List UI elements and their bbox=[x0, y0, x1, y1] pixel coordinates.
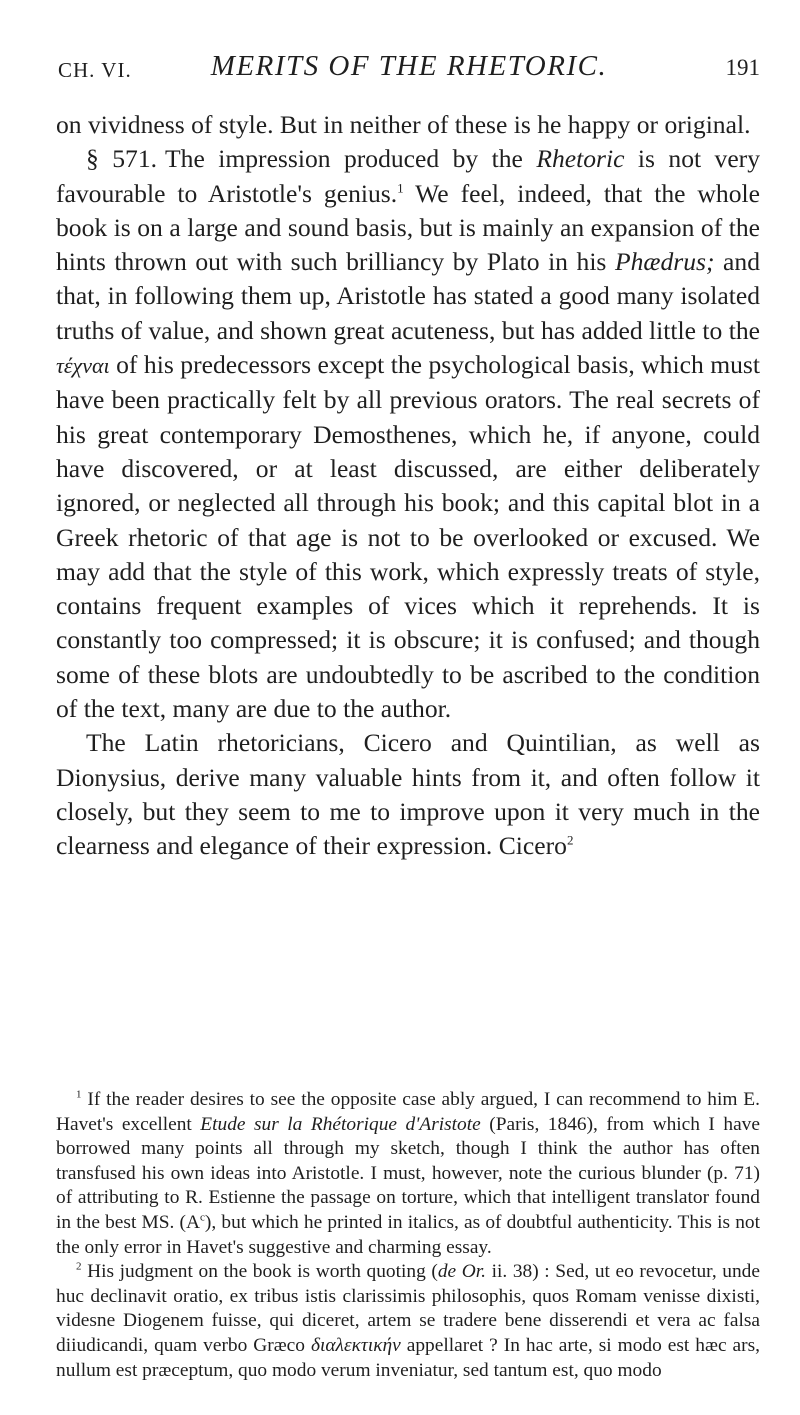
footnote-ref-1: 1 bbox=[397, 180, 404, 196]
footnote-1 bbox=[56, 1088, 760, 1260]
text-run: of his predecessors except the psychological basis, which must have been practically felt by all previous orators. The real secrets of his great contemporary Demosthenes, which he, if anyone, could have discovered, or at least discussed, are either deliberately ignored, or neglected all through his book; and this capital blot in a Greek rhetoric of that age is not to be overlooked or excused. We may add that the style of this work, which expressly treats of style, contains frequent examples of vices which it reprehends. It is constantly too compressed; it is obscure; it is confused; and though some of these blots are undoubtedly to be ascribed to the condition of the text, many are due to the author. bbox=[56, 350, 760, 724]
citation: de Or. bbox=[437, 1261, 487, 1283]
greek-word: τέχναι bbox=[56, 353, 110, 379]
text-run: and that, in following them up, Aristotle has stated a good many isolated truths of value, and shown great acuteness, but has added little to the bbox=[56, 247, 760, 345]
footnote-mark: 1 bbox=[76, 1088, 82, 1101]
text-run: (Paris, 1846), from which I have borrowed many points all through my sketch, though I think the author has often transfused his own ideas into Aristotle. I must, however, note the curious blunder (p. 71) of attributing to R. Estienne the passage on torture, which that intelligent translator found in the best MS. (A bbox=[56, 1113, 760, 1233]
footnotes bbox=[56, 1088, 760, 1383]
text-run: ii. 38) : Sed, ut eo revocetur, unde huc declinavit oratio, ex tribus istis clarissimis philosophis, quos Romam venisse dixisti, videsne Diogenem fuisse, qui diceret, artem se tradere bene disserendi et vera ac falsa diiudicandi, quam verbo Græco bbox=[56, 1261, 760, 1356]
text-run: ), but which he printed in italics, as of doubtful authenticity. This is not the only error in Havet's suggestive and charming essay. bbox=[56, 1211, 760, 1258]
footnote-mark: 2 bbox=[76, 1260, 82, 1273]
text-run: is not very favourable to Aristotle's genius. bbox=[56, 144, 761, 208]
page-number: 191 bbox=[725, 55, 760, 80]
chapter-mark: CH. VI. bbox=[58, 58, 132, 82]
text-run: appellaret ? In hac arte, si modo est hæc ars, nullum est præceptum, quo modo verum inveniatur, sed tantum est, quo modo bbox=[56, 1334, 760, 1381]
running-head bbox=[58, 50, 760, 90]
text-run: The Latin rhetoricians, Cicero and Quintilian, as well as Dionysius, derive many valuable hints from it, and often follow it closely, but they seem to me to improve upon it very much in the clearness and elegance of their expression. Cicero bbox=[56, 728, 760, 861]
text-run: If the reader desires to see the opposite case ably argued, I can recommend to him E. Havet's excellent bbox=[56, 1089, 760, 1135]
section-number: § 571. bbox=[86, 144, 158, 174]
work-title: Etude sur la Rhétorique d'Aristote bbox=[200, 1113, 481, 1135]
footnote-2 bbox=[56, 1260, 760, 1383]
paragraph-latin-rhetoricians bbox=[56, 726, 760, 863]
text-run: We feel, indeed, that the whole book is on a large and sound basis, but is mainly an expansion of the hints thrown out with such brilliancy by Plato in his bbox=[56, 178, 760, 277]
running-title: MERITS OF THE RHETORIC. bbox=[210, 50, 608, 82]
body-text bbox=[56, 108, 760, 864]
footnote-ref-2: 2 bbox=[566, 832, 574, 848]
text-run: His judgment on the book is worth quoting ( bbox=[87, 1261, 438, 1283]
greek-word: διαλεκτικήν bbox=[310, 1334, 401, 1356]
superscript: c bbox=[200, 1211, 205, 1224]
phaedrus-title: Phædrus; bbox=[614, 247, 715, 277]
paragraph-continuation: on vividness of style. But in neither of these is he happy or original. bbox=[56, 110, 751, 139]
paragraph-section-571 bbox=[56, 142, 760, 726]
text-run: The impression produced by the bbox=[165, 144, 537, 174]
rhetoric-title: Rhetoric bbox=[536, 144, 625, 174]
